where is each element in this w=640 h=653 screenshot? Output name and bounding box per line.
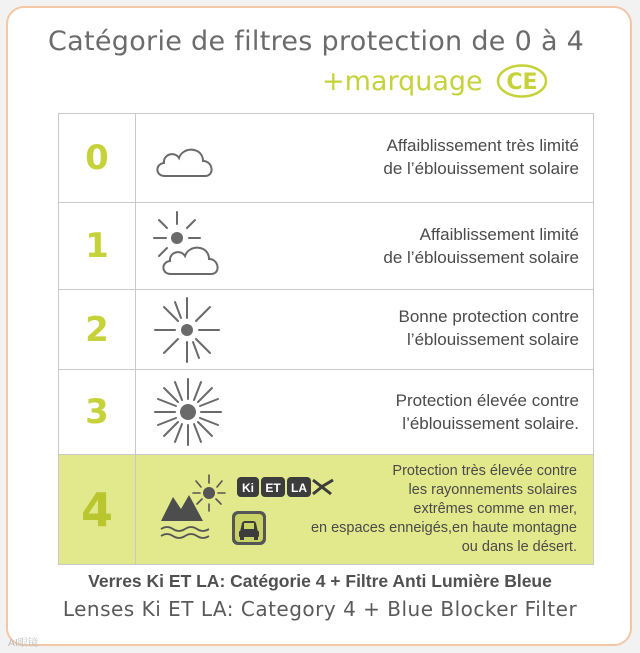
footer-french: Verres Ki ET LA: Catégorie 4 + Filtre Anti Lumière Bleue xyxy=(88,571,552,591)
category-number: 3 xyxy=(85,392,109,432)
category-row-3 xyxy=(59,370,593,455)
description-line: de l’éblouissement solaire xyxy=(383,248,579,267)
description-line: Bonne protection contre xyxy=(398,307,579,326)
ce-mark-text: CE xyxy=(506,70,538,95)
description-line: l’éblouissement solaire xyxy=(407,330,579,349)
no-driving-car-icon xyxy=(231,510,267,546)
category-number: 0 xyxy=(85,138,109,178)
category-row-2 xyxy=(59,290,593,370)
description-line: les rayonnements solaires xyxy=(408,482,577,498)
bright-sun-icon xyxy=(151,375,225,449)
footer-english: Lenses Ki ET LA: Category 4 + Blue Blocker Filter xyxy=(62,597,578,621)
description-line: extrêmes comme en mer, xyxy=(413,501,577,517)
category-number: 2 xyxy=(85,309,109,350)
description-line: Protection élevée contre xyxy=(395,391,579,410)
logo-ki: Ki xyxy=(242,481,254,495)
description-line: Affaiblissement limité xyxy=(419,225,579,244)
description-line: de l’éblouissement solaire xyxy=(383,159,579,178)
logo-la: LA xyxy=(291,481,307,495)
filter-category-table xyxy=(58,113,594,565)
description-line: l’éblouissement solaire. xyxy=(402,414,579,433)
ce-mark-icon xyxy=(496,64,548,98)
sun-icon xyxy=(151,294,223,366)
category-row-1 xyxy=(59,203,593,290)
page-title: Catégorie de filtres protection de 0 à 4 xyxy=(48,26,585,57)
category-row-0 xyxy=(59,114,593,203)
cloud-icon xyxy=(151,134,221,184)
category-number: 4 xyxy=(80,482,113,537)
mountain-sea-sun-icon xyxy=(159,473,231,545)
description-line: Affaiblissement très limité xyxy=(386,136,579,155)
logo-et: ET xyxy=(265,481,281,495)
category-number: 1 xyxy=(85,226,109,266)
description-line: en espaces enneigés,en haute montagne xyxy=(310,520,577,536)
watermark: AI眼镜 xyxy=(8,638,38,649)
category-row-4 xyxy=(59,455,593,564)
description-line: ou dans le désert. xyxy=(461,539,577,555)
description-line: Protection très élevée contre xyxy=(392,463,577,479)
marking-subtitle: +marquage xyxy=(322,66,483,97)
sun-behind-cloud-icon xyxy=(151,208,226,284)
